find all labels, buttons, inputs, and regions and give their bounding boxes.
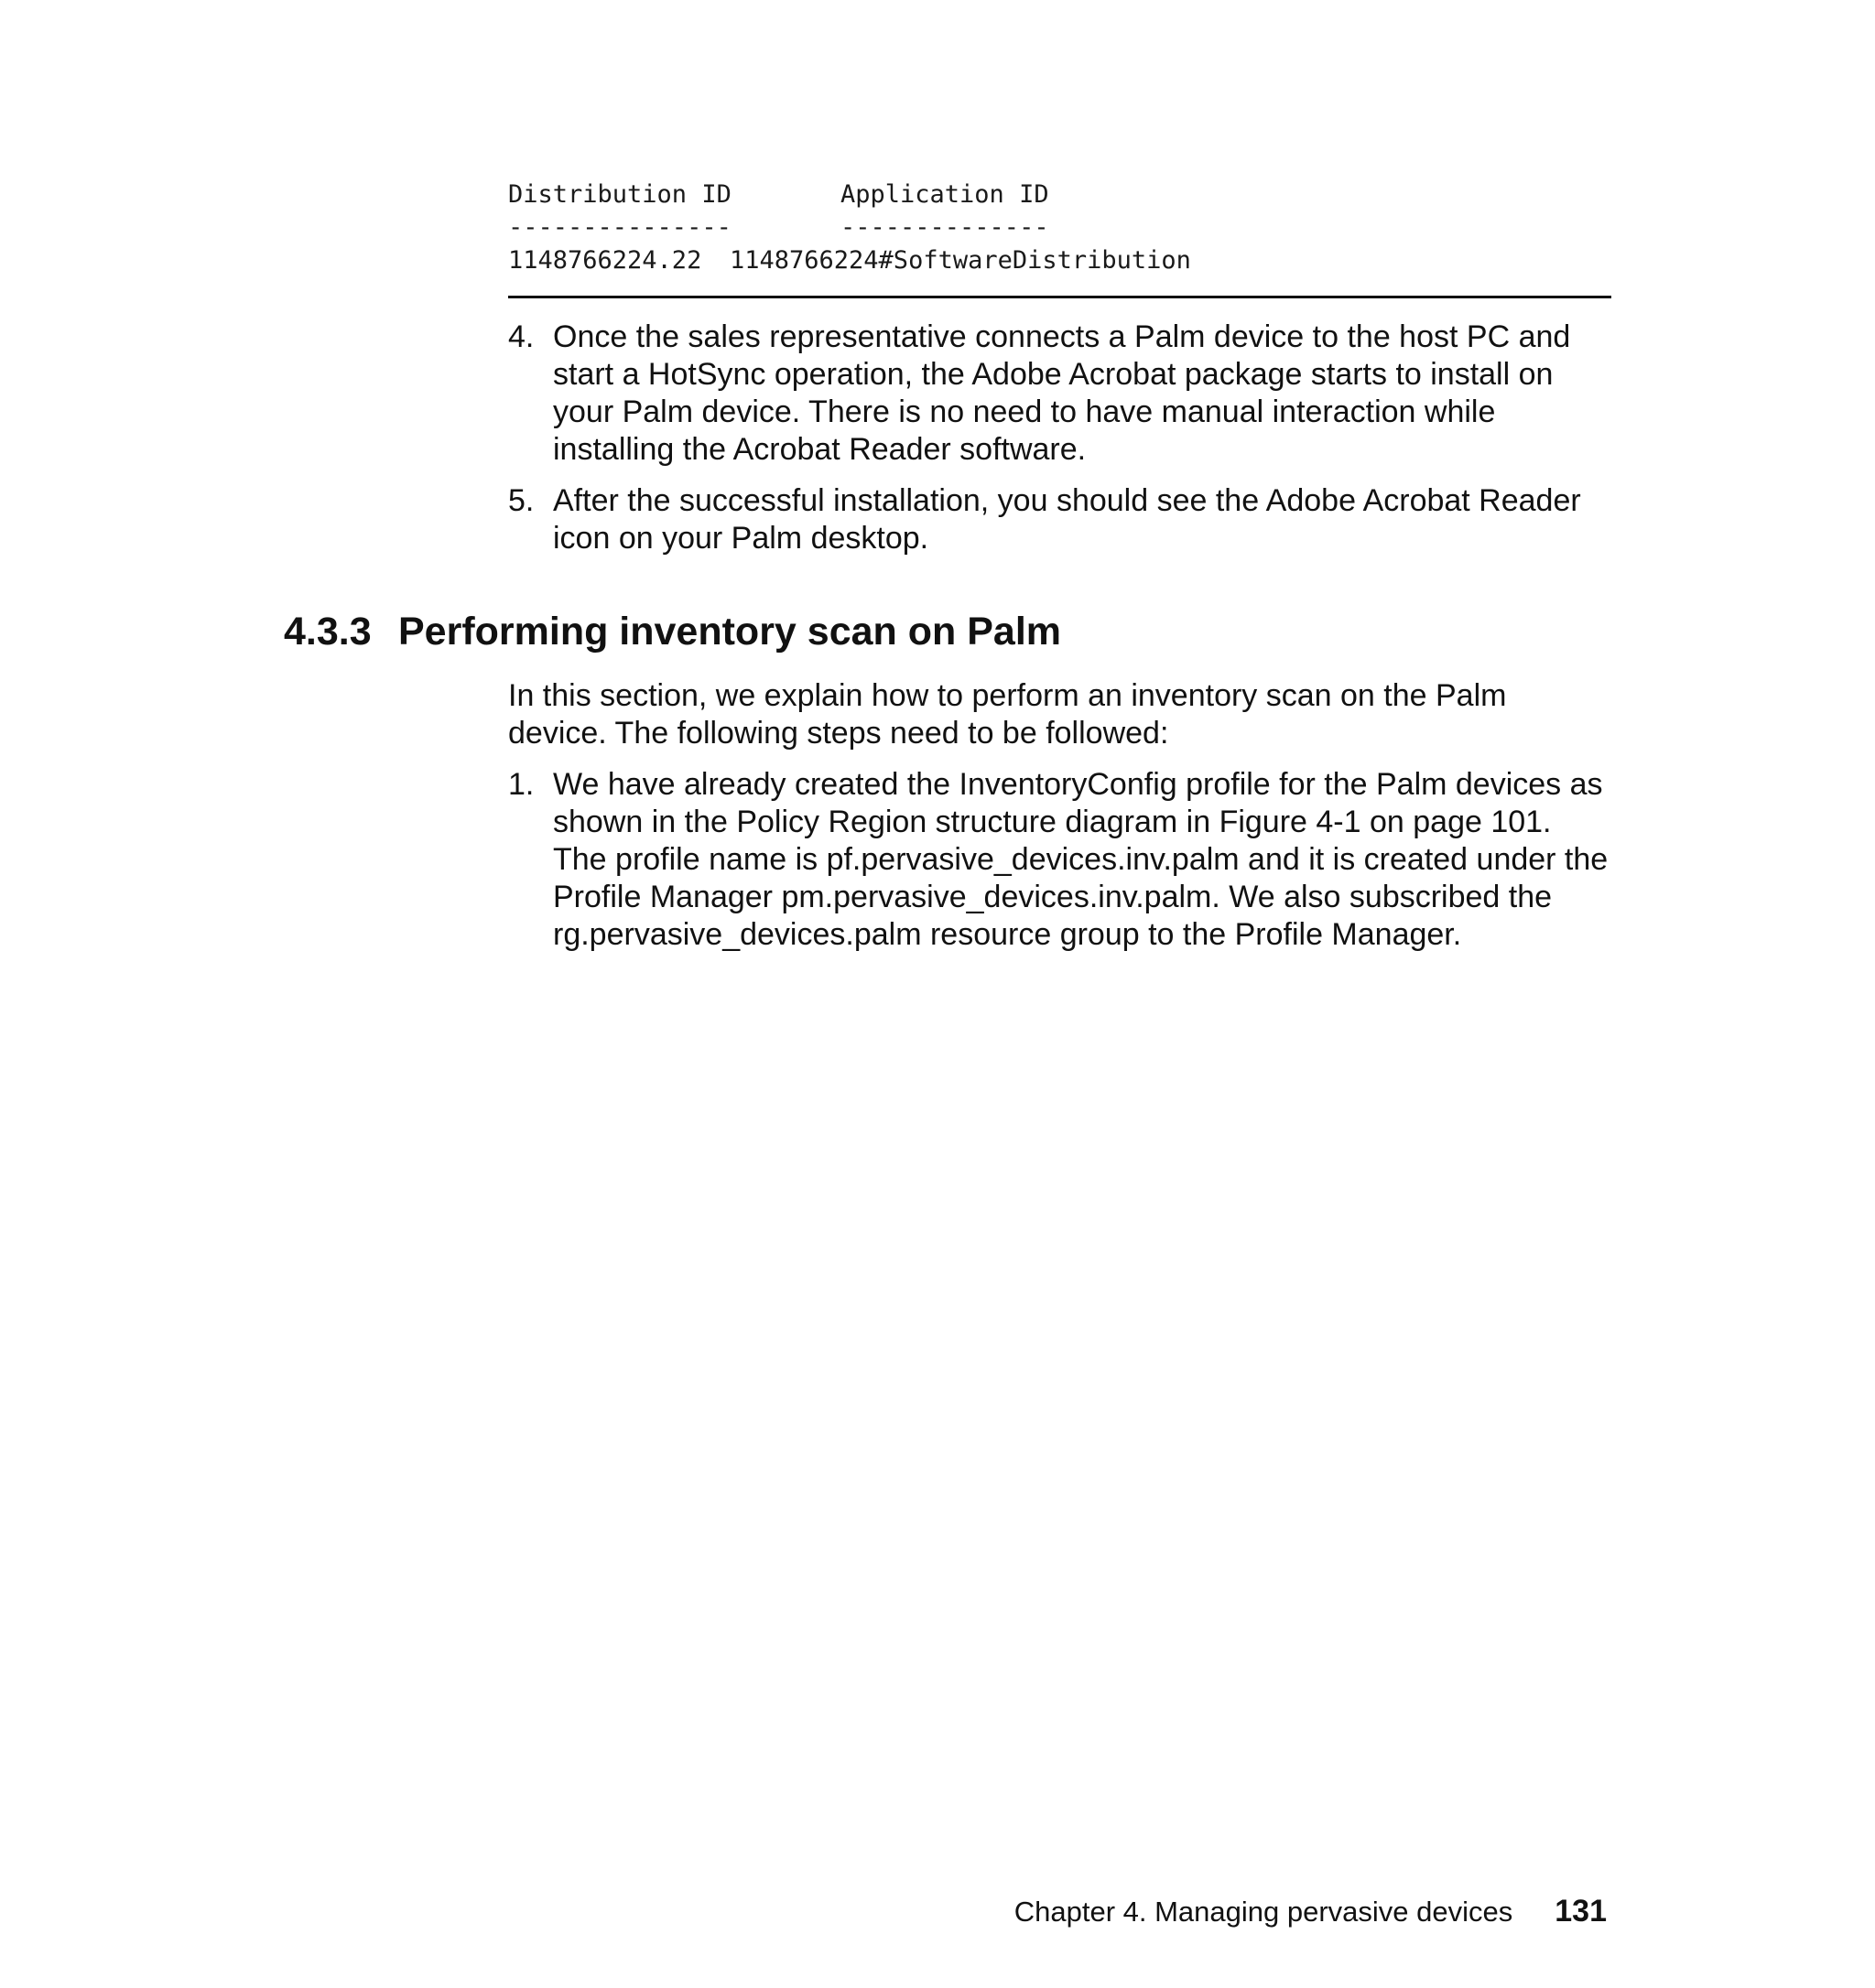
step-text: Once the sales representative connects a Palm device to the host PC and start a HotSync operation, the Adobe Acrobat package starts to install on your Palm device. There is no need to have manual interaction while installing the Acrobat Reader software. [553,319,1571,467]
section-title: Performing inventory scan on Palm [398,610,1062,654]
page-footer [916,1893,1607,1930]
code-header-distribution-id: Distribution ID [508,180,732,209]
code-rule-2: -------------- [840,213,1049,242]
list-item-step-5 [508,482,1611,557]
footer-chapter-title: Chapter 4. Managing pervasive devices [1013,1896,1513,1928]
step-text: We have already created the InventoryConfig profile for the Palm devices as shown in the Policy Region structure diagram in Figure 4-1 on page 101. The profile name is pf.pervasive_devices.inv.palm and it is created under the Profile Manager pm.pervasive_devices.inv.palm. We also subscribed the rg.pervasive_devices.palm resource group to the Profile Manager. [553,767,1609,952]
code-header-application-id: Application ID [840,180,1049,209]
code-rule-1: --------------- [508,213,732,242]
list-item-step-4 [508,319,1611,469]
step-text: After the successful installation, you should see the Adobe Acrobat Reader icon on your Palm desktop. [553,483,1581,556]
step-number: 1. [508,767,535,802]
section-heading [284,608,1061,655]
step-number: 5. [508,483,535,518]
code-value-application-id: 1148766224#SoftwareDistribution [730,246,1191,275]
step-number: 4. [508,319,535,354]
section-number: 4.3.3 [284,610,372,654]
code-value-distribution-id: 1148766224.22 [508,246,702,275]
list-item-step-1 [508,766,1611,954]
code-listing [508,178,1611,298]
page-number: 131 [1555,1894,1607,1929]
section-intro-paragraph: In this section, we explain how to perform an inventory scan on the Palm device. The following steps need to be followed: [508,678,1507,751]
